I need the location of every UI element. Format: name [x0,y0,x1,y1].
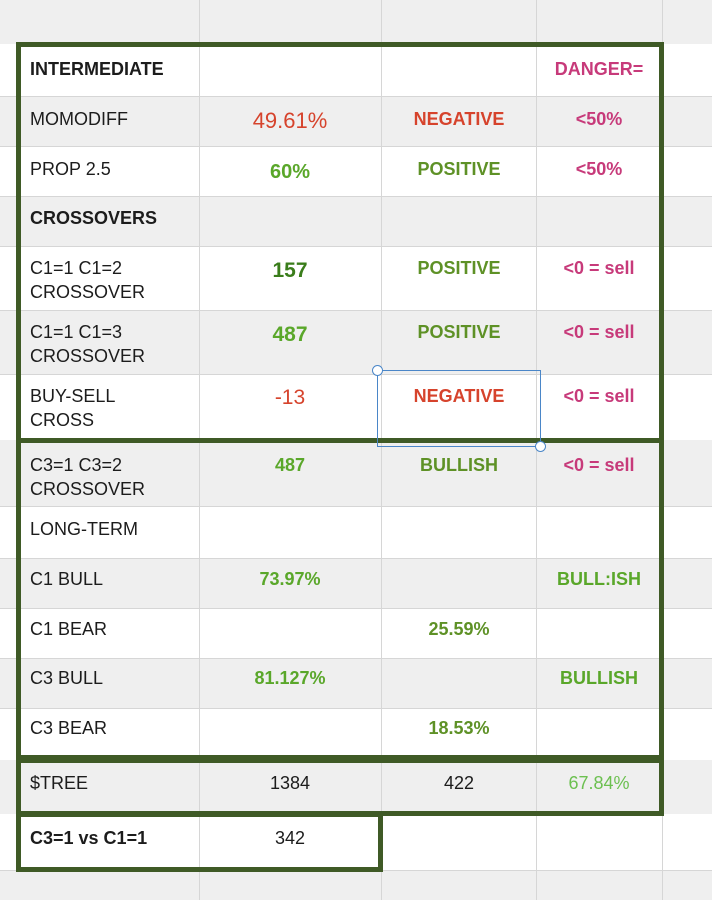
tree-value-1[interactable]: 1384 [269,773,311,793]
row-label-line1: C1=1 C1=3 [30,322,123,342]
section-header-long-term[interactable]: LONG-TERM [30,519,138,539]
header-strip [0,0,712,44]
row-label-line1: BUY-SELL [30,386,116,406]
c1-c13-threshold[interactable]: <0 = sell [563,322,635,342]
danger-label[interactable]: DANGER= [554,59,644,79]
row-label-line2: CROSSOVER [30,479,146,499]
c3-c32-value[interactable]: 487 [274,455,306,475]
tree-value-2[interactable]: 422 [443,773,475,793]
c1-c13-value[interactable]: 487 [272,323,308,346]
buy-sell-threshold[interactable]: <0 = sell [563,386,635,406]
c3-vs-c1-value[interactable]: 342 [274,828,306,848]
selection-handle-bottom-right[interactable] [535,441,546,452]
c3-bull-value[interactable]: 81.127% [254,668,326,688]
c1-bear-value[interactable]: 25.59% [428,619,490,639]
table-row[interactable] [0,870,712,900]
prop-status[interactable]: POSITIVE [417,159,501,179]
c1-bull-value[interactable]: 73.97% [259,569,321,589]
tree-row-border [16,758,664,816]
c3-bear-value[interactable]: 18.53% [428,718,490,738]
buy-sell-status[interactable]: NEGATIVE [413,386,505,406]
c3-bull-status[interactable]: BULLISH [560,668,638,688]
row-label-line2: CROSSOVER [30,282,146,302]
c1-c12-status[interactable]: POSITIVE [417,258,501,278]
prop-threshold[interactable]: <50% [575,159,623,179]
selection-handle-top-left[interactable] [372,365,383,376]
comparison-row-border [16,812,383,872]
c3-c32-status[interactable]: BULLISH [420,455,498,475]
section-header-crossovers[interactable]: CROSSOVERS [30,208,158,228]
section-header-intermediate[interactable]: INTERMEDIATE [30,59,164,79]
row-label-tree[interactable]: $TREE [30,773,89,793]
row-label-line2: CROSSOVER [30,346,146,366]
c1-c12-threshold[interactable]: <0 = sell [563,258,635,278]
momodiff-status[interactable]: NEGATIVE [413,109,505,129]
c3-c32-threshold[interactable]: <0 = sell [563,455,635,475]
intermediate-section-border [16,42,664,443]
momodiff-threshold[interactable]: <50% [575,109,623,129]
c1-bull-status[interactable]: BULL:ISH [557,569,641,589]
tree-ratio[interactable]: 67.84% [568,773,630,793]
row-label-c3-bull[interactable]: C3 BULL [30,668,104,688]
row-label-prop[interactable]: PROP 2.5 [30,159,111,179]
row-label-line1: C1=1 C1=2 [30,258,123,278]
row-label-c3-bear[interactable]: C3 BEAR [30,718,108,738]
row-label-c1-bear[interactable]: C1 BEAR [30,619,108,639]
prop-value[interactable]: 60% [269,161,311,183]
row-label-line1: C3=1 C3=2 [30,455,123,475]
c1-c12-value[interactable]: 157 [272,259,308,282]
momodiff-value[interactable]: 49.61% [252,108,328,133]
row-label-c1-bull[interactable]: C1 BULL [30,569,104,589]
row-label-c3-vs-c1[interactable]: C3=1 vs C1=1 [30,828,148,848]
c1-c13-status[interactable]: POSITIVE [417,322,501,342]
row-label-momodiff[interactable]: MOMODIFF [30,109,128,129]
cell-selection[interactable] [377,370,541,447]
buy-sell-value[interactable]: -13 [274,386,306,409]
long-term-section-border [16,438,664,760]
row-label-line2: CROSS [30,410,95,430]
